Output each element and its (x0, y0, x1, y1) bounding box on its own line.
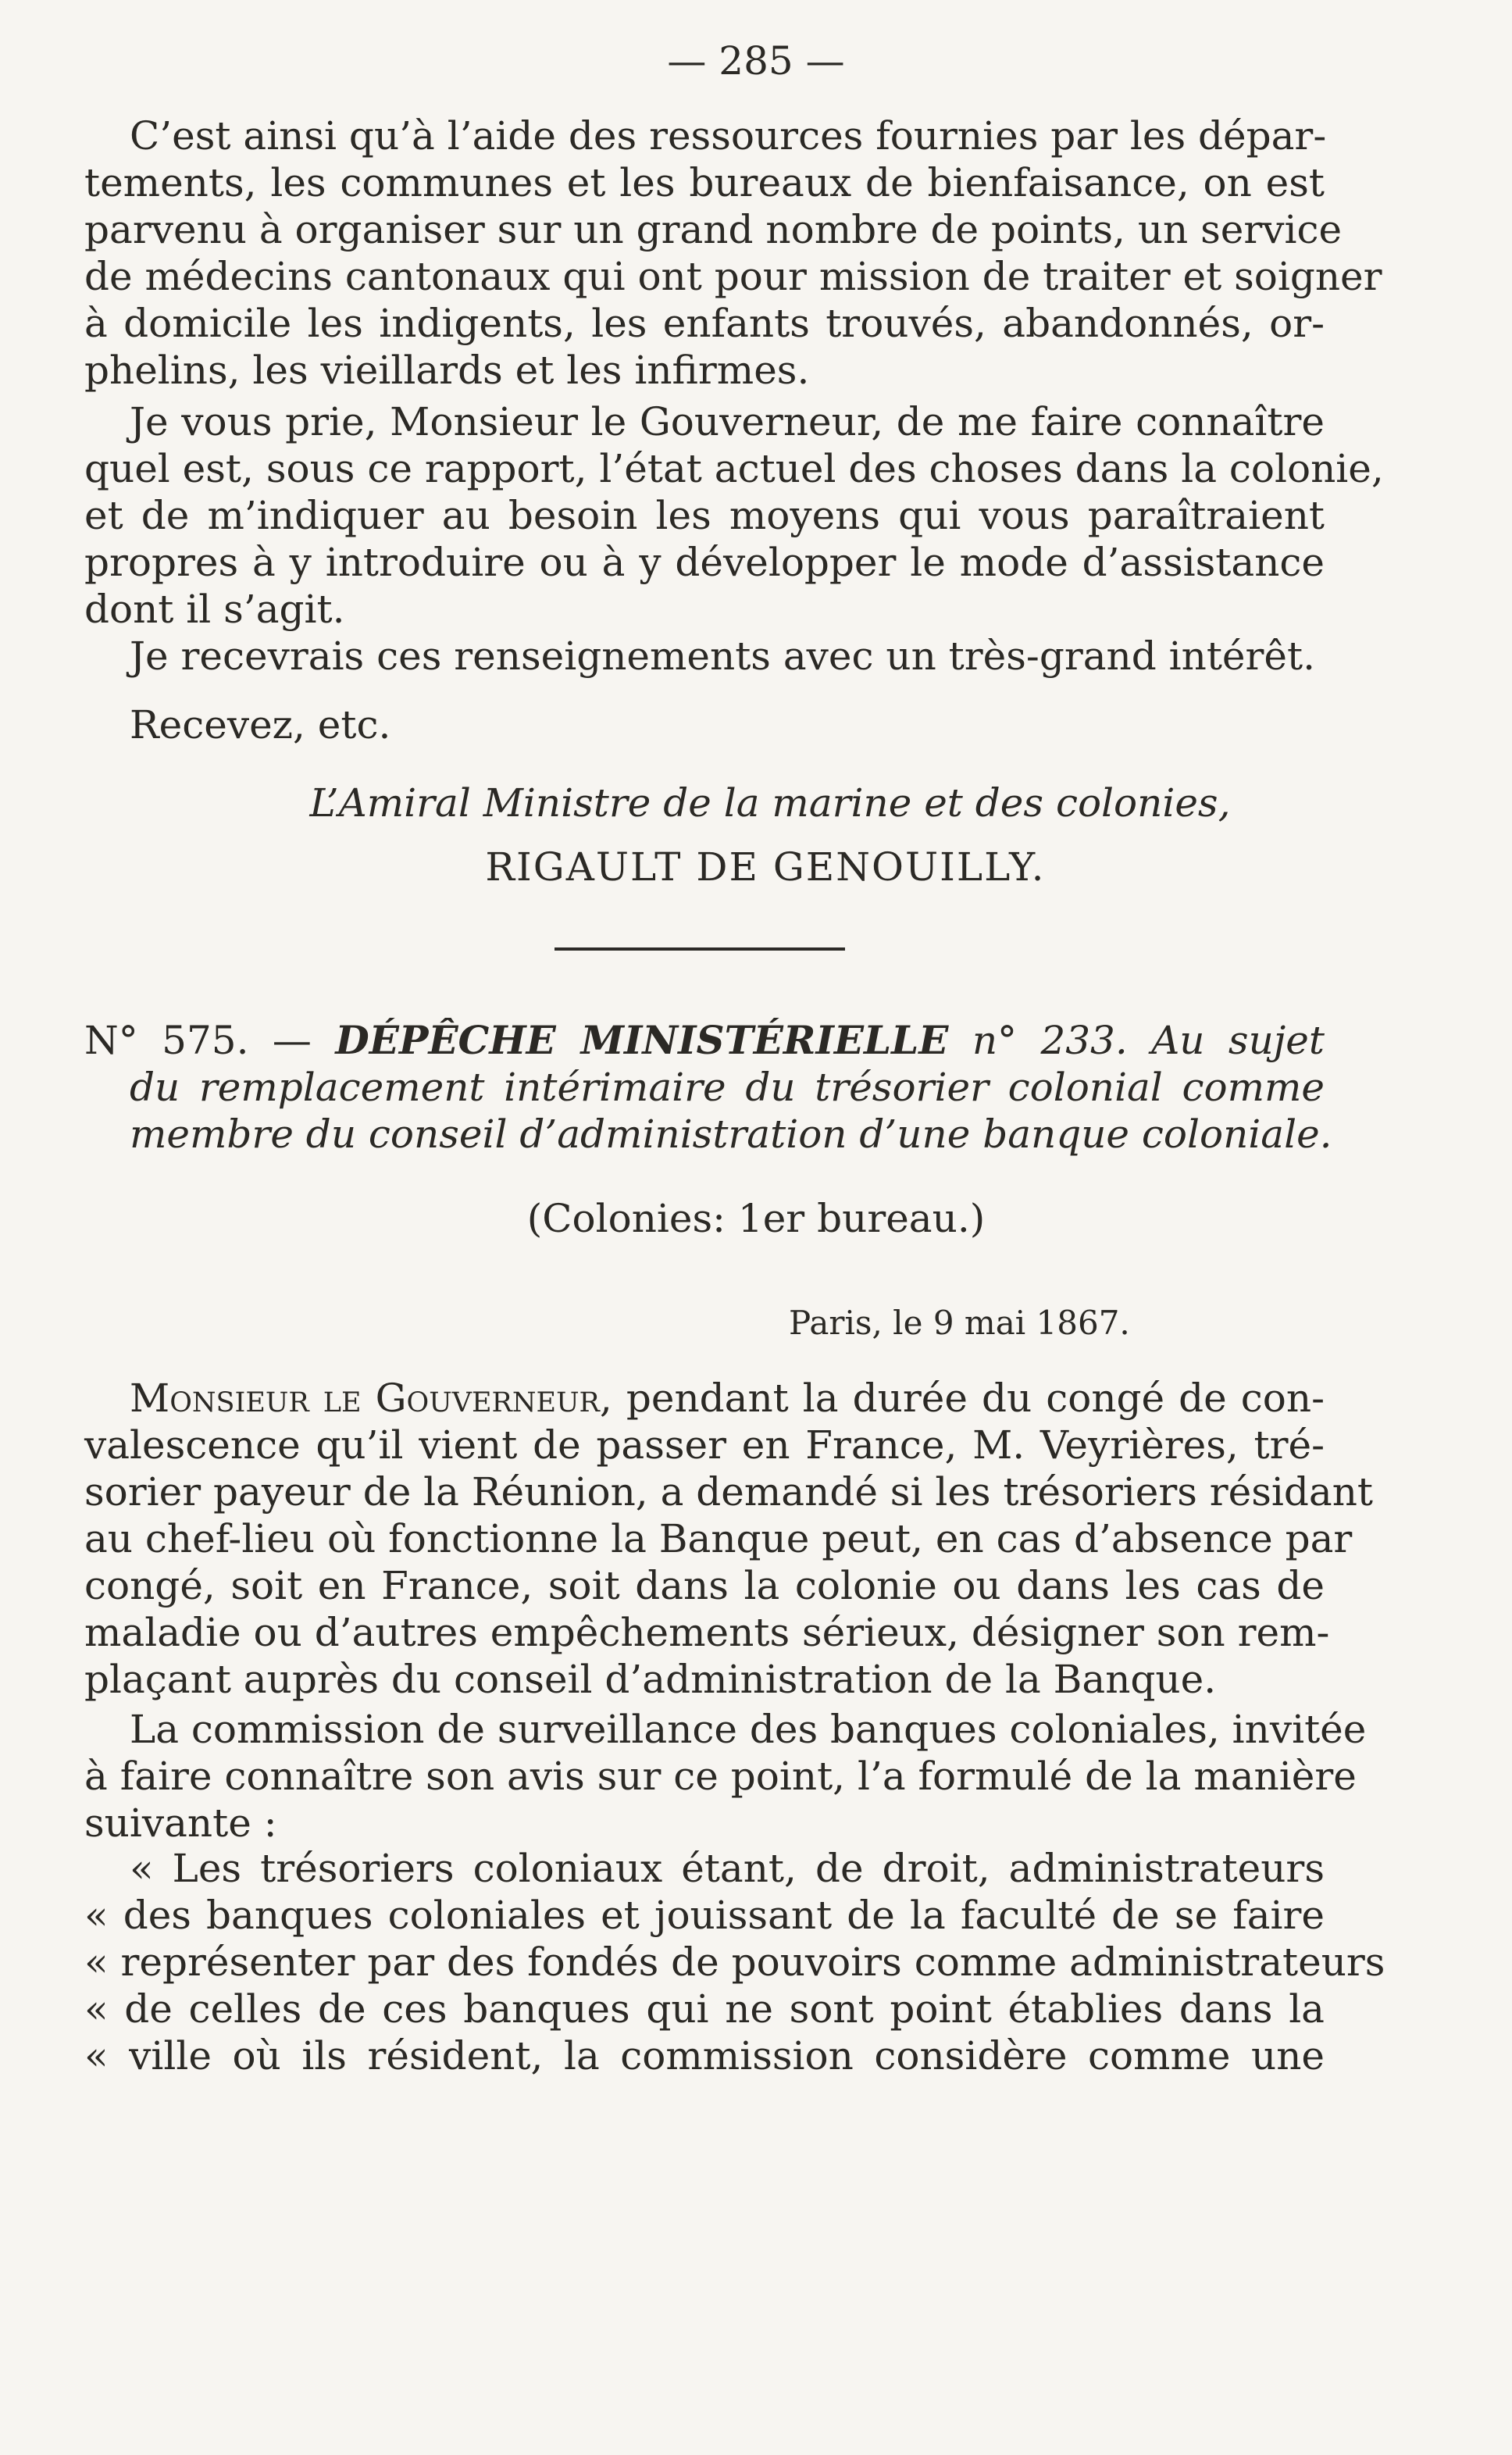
body-paragraph-3 (84, 633, 1325, 680)
section-divider (555, 947, 845, 951)
body-paragraph-2 (84, 398, 1384, 633)
bureau-line: (Colonies: 1er bureau.) (526, 1196, 986, 1241)
dispatch-paragraph-2 (84, 1706, 1367, 1847)
text-line: valescence qu’il vient de passer en France, M. Veyrières, tré- (84, 1422, 1325, 1468)
text-line: de médecins cantonaux qui ont pour mission de traiter et soigner (84, 254, 1382, 299)
text-line: parvenu à organiser sur un grand nombre de points, un service (84, 207, 1343, 252)
dispatch-subject-start: Au sujet (1151, 1018, 1325, 1063)
quote-line: « ville où ils résident, la commission considère comme une (84, 2033, 1325, 2079)
quote-line: « des banques coloniales et jouissant de la faculté de se faire (84, 1893, 1325, 1938)
text-line (84, 1375, 1325, 1422)
text-line: quel est, sous ce rapport, l’état actuel des choses dans la colonie, (84, 446, 1384, 491)
text-line: tements, les communes et les bureaux de bienfaisance, on est (84, 160, 1325, 205)
text-line: C’est ainsi qu’à l’aide des ressources fournies par les dépar- (130, 113, 1327, 159)
text-line: sorier payeur de la Réunion, a demandé si les trésoriers résidant (84, 1469, 1374, 1515)
place-date: Paris, le 9 mai 1867. (789, 1304, 1130, 1342)
heading-line-1 (84, 1017, 1325, 1064)
dispatch-heading (84, 1017, 1332, 1158)
text-line: La commission de surveillance des banques coloniales, invitée (130, 1707, 1367, 1752)
text-line: plaçant auprès du conseil d’administration de la Banque. (84, 1657, 1217, 1702)
quote-line: « de celles de ces banques qui ne sont point établies dans la (84, 1986, 1325, 2032)
text-line: à faire connaître son avis sur ce point, l’a formulé de la manière (84, 1754, 1357, 1799)
dispatch-kind: DÉPÊCHE MINISTÉRIELLE (335, 1017, 949, 1063)
salutation: Monsieur le Gouverneur, (130, 1376, 612, 1421)
signature-name: RIGAULT DE GENOUILLY. (485, 844, 1046, 890)
text-line: au chef-lieu où fonctionne la Banque peut, en cas d’absence par (84, 1516, 1353, 1561)
body-paragraph-1 (84, 112, 1382, 394)
text-line: Je recevrais ces renseignements avec un très-grand intérêt. (130, 633, 1315, 679)
text-line: dont il s’agit. (84, 587, 345, 632)
salutation-text: pendant la durée du congé de con- (626, 1376, 1325, 1421)
text-line: suivante : (84, 1800, 277, 1846)
text-line: phelins, les vieillards et les infirmes. (84, 348, 810, 393)
dispatch-no: n° 233. (972, 1018, 1128, 1063)
dispatch-number: N° 575. — (84, 1018, 312, 1063)
closing-line (84, 701, 1325, 748)
text-line: congé, soit en France, soit dans la colonie ou dans les cas de (84, 1563, 1325, 1608)
heading-line-2: du remplacement intérimaire du trésorier colonial comme (130, 1065, 1325, 1110)
page-number-header: — 285 — (667, 38, 845, 84)
quote-line: « représenter par des fondés de pouvoirs comme administrateurs (84, 1939, 1385, 1985)
quoted-opinion (84, 1845, 1385, 2079)
text-line: à domicile les indigents, les enfants trouvés, abandonnés, or- (84, 301, 1325, 346)
signature-title: L’Amiral Ministre de la marine et des colonies, (309, 780, 1231, 826)
text-line: et de m’indiquer au besoin les moyens qui vous paraîtraient (84, 493, 1325, 538)
text-line: maladie ou d’autres empêchements sérieux, désigner son rem- (84, 1610, 1330, 1655)
text-line: Recevez, etc. (130, 702, 391, 748)
text-line: Je vous prie, Monsieur le Gouverneur, de me faire connaître (130, 399, 1325, 444)
heading-line-3: membre du conseil d’administration d’une banque coloniale. (130, 1112, 1332, 1157)
quote-line: « Les trésoriers coloniaux étant, de droit, administrateurs (130, 1846, 1325, 1891)
dispatch-paragraph-1 (84, 1375, 1374, 1703)
text-line: propres à y introduire ou à y développer le mode d’assistance (84, 540, 1325, 585)
